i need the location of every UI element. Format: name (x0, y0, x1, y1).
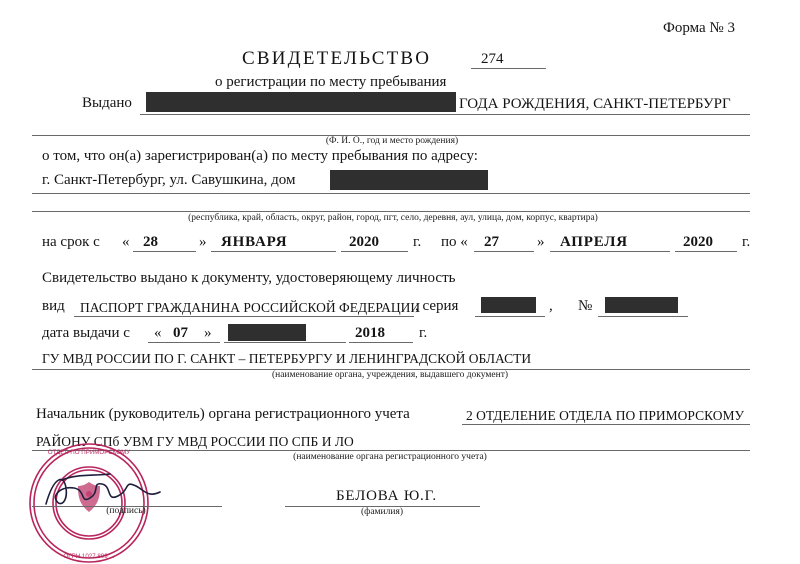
term-year-from: 2020 (349, 234, 379, 250)
doc-date-label: дата выдачи с (42, 325, 130, 341)
head-label: Начальник (руководитель) органа регистрационного учета (36, 406, 410, 422)
caption-authority: (наименование органа, учреждения, выдавшего документ) (271, 370, 509, 380)
doc-number-label: № (578, 298, 593, 314)
doc-date-month-rule (224, 342, 346, 343)
doc-series-redaction (481, 297, 536, 313)
doc-comma: , (549, 298, 553, 314)
doc-date-month-redaction (228, 324, 306, 341)
document-number: 274 (481, 51, 504, 67)
address-rule-1 (32, 193, 750, 194)
term-day-from: 28 (143, 234, 158, 250)
form-number: Форма № 3 (663, 20, 735, 36)
head-value-line1: 2 ОТДЕЛЕНИЕ ОТДЕЛА ПО ПРИМОРСКОМУ (466, 408, 745, 423)
term-g-to: г. (742, 234, 751, 250)
document-number-rule (471, 68, 546, 69)
doc-series-label: , серия (415, 298, 459, 314)
address-rule-2 (32, 211, 750, 212)
term-day-to-rule (474, 251, 534, 252)
doc-kind-value: ПАСПОРТ ГРАЖДАНИНА РОССИЙСКОЙ ФЕДЕРАЦИИ (80, 300, 421, 315)
head-value-rule-1 (462, 424, 750, 425)
caption-head: (наименование органа регистрационного учета) (293, 452, 487, 462)
signer-surname: БЕЛОВА Ю.Г. (336, 488, 437, 504)
doc-date-year-rule (349, 342, 413, 343)
doc-date-year: 2018 (355, 325, 385, 341)
doc-date-quote-close: » (204, 325, 212, 341)
doc-intro: Свидетельство выдано к документу, удостоверяющему личность (42, 270, 456, 286)
term-day-from-rule (133, 251, 196, 252)
doc-date-quote-open: « (154, 325, 162, 341)
caption-address: (республика, край, область, округ, район, город, пгт, село, деревня, аул, улица, дом, корпус, квартира) (188, 213, 598, 223)
address-redaction (330, 170, 488, 190)
term-month-from: ЯНВАРЯ (221, 234, 288, 250)
document-subtitle: о регистрации по месту пребывания (215, 74, 447, 90)
doc-date-day-rule (148, 342, 220, 343)
term-g-from: г. (413, 234, 422, 250)
term-prefix: на срок с (42, 234, 100, 250)
term-month-to-rule (550, 251, 670, 252)
doc-date-day: 07 (173, 325, 188, 341)
term-day-to: 27 (484, 234, 499, 250)
issued-name-redaction (146, 92, 456, 112)
term-month-to: АПРЕЛЯ (560, 234, 628, 250)
term-quote-open: « (122, 234, 130, 250)
term-month-from-rule (211, 251, 336, 252)
doc-number-redaction (605, 297, 678, 313)
doc-number-rule (598, 316, 688, 317)
svg-text:ОГРН 1027 809 ...: ОГРН 1027 809 ... (63, 553, 115, 560)
caption-surname: (фамилия) (361, 507, 403, 517)
term-quote-close: » (199, 234, 207, 250)
caption-signature: (подпись) (106, 506, 146, 516)
address-text: г. Санкт-Петербург, ул. Савушкина, дом (42, 172, 296, 188)
doc-kind-label: вид (42, 298, 65, 314)
doc-kind-rule (74, 316, 414, 317)
term-po: по « (441, 234, 468, 250)
term-year-from-rule (341, 251, 408, 252)
doc-date-g: г. (419, 325, 428, 341)
doc-authority: ГУ МВД РОССИИ ПО Г. САНКТ – ПЕТЕРБУРГУ И ЛЕНИНГРАДСКОЙ ОБЛАСТИ (42, 351, 532, 366)
caption-fio: (Ф. И. О., год и место рождения) (325, 136, 459, 146)
head-value-line2: РАЙОНУ СПб УВМ ГУ МВД РОССИИ ПО СПБ И ЛО (36, 434, 354, 449)
issued-label: Выдано (82, 95, 132, 111)
term-quote-close-2: » (537, 234, 545, 250)
term-year-to: 2020 (683, 234, 713, 250)
svg-text:ОТДЕЛ ПО ПРИМОРСКОМУ: ОТДЕЛ ПО ПРИМОРСКОМУ (47, 449, 131, 456)
issued-rule (140, 114, 750, 115)
document-title: СВИДЕТЕЛЬСТВО (242, 48, 432, 69)
registered-line: о том, что он(а) зарегистрирован(а) по месту пребывания по адресу: (42, 148, 478, 164)
issued-tail: ГОДА РОЖДЕНИЯ, САНКТ-ПЕТЕРБУРГ (459, 96, 731, 112)
term-year-to-rule (675, 251, 737, 252)
doc-series-rule (475, 316, 545, 317)
